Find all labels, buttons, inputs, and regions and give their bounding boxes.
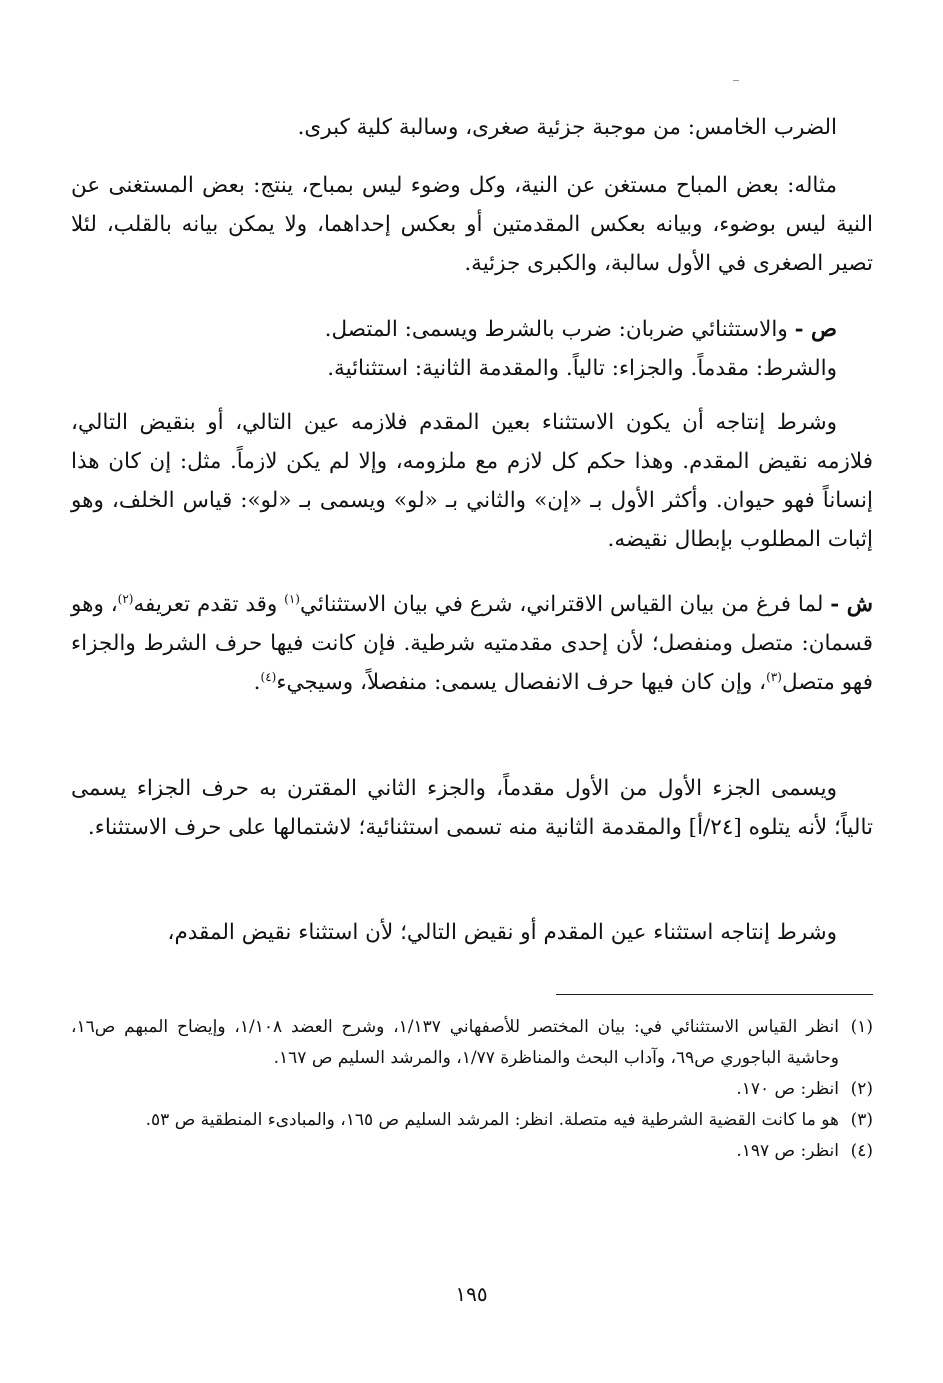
paragraph-text: . bbox=[253, 670, 261, 695]
paragraph-text: وشرط إنتاجه أن يكون الاستثناء بعين المقدم فلازمه عين التالي، أو بنقيض التالي، فلازمه نقيض المقدم. وهذا حكم كل لازم مع ملزومه، وإلا لم يكن لازماً. مثل: إن كان هذا إنساناً فهو حيوان. وأكثر الأول بـ «إن» والثاني بـ «لو» ويسمى بـ «لو»: قياس الخلف، وهو إثبات المطلوب بإبطال نقيضه. bbox=[71, 410, 873, 552]
matn-line-2 bbox=[71, 349, 873, 388]
paragraph-text: وقد تقدم تعريفه bbox=[133, 592, 285, 617]
footnote-text: انظر القياس الاستثنائي في: بيان المختصر للأصفهاني ١/١٣٧، وشرح العضد ١/١٠٨، وإيضاح المبهم ص١٦، وحاشية الباجوري ص٦٩، وآداب البحث والمناظرة ١/٧٧، والمرشد السليم ص ١٦٧. bbox=[71, 1017, 839, 1068]
footnote-text: انظر: ص ١٩٧. bbox=[736, 1141, 839, 1161]
page-number: ١٩٥ bbox=[455, 1282, 488, 1306]
footnote-ref[interactable]: (٣) bbox=[766, 669, 782, 684]
footnote-number: (٢) bbox=[850, 1079, 873, 1099]
paragraph-text: ، وإن كان فيها حرف الانفصال يسمى: منفصلاً، وسيجيء bbox=[276, 670, 767, 695]
footnote-text: انظر: ص ١٧٠. bbox=[736, 1079, 839, 1099]
footnote-ref[interactable]: (١) bbox=[284, 591, 300, 606]
paragraph-text: والشرط: مقدماً. والجزاء: تالياً. والمقدمة الثانية: استثنائية. bbox=[327, 356, 837, 381]
paragraph-example bbox=[71, 166, 873, 283]
footnotes bbox=[71, 1012, 873, 1167]
footnote-3 bbox=[71, 1105, 873, 1136]
paragraph-condition bbox=[71, 403, 873, 559]
paragraph-text: وشرط إنتاجه استثناء عين المقدم أو نقيض التالي؛ لأن استثناء نقيض المقدم، bbox=[167, 920, 837, 945]
footnote-text: هو ما كانت القضية الشرطية فيه متصلة. انظر: المرشد السليم ص ١٦٥، والمبادىء المنطقية ص ٥٣. bbox=[145, 1110, 839, 1130]
sharh-paragraph bbox=[71, 585, 873, 702]
paragraph-text: ويسمى الجزء الأول من الأول مقدماً، والجزء الثاني المقترن به حرف الجزاء يسمى تالياً؛ لأنه يتلوه [٢٤/أ] والمقدمة الثانية منه تسمى استثنائية؛ لاشتمالها على حرف الاستثناء. bbox=[71, 776, 873, 840]
matn-marker: ص - bbox=[794, 317, 837, 342]
footnote-separator bbox=[556, 994, 873, 995]
footnote-number: (١) bbox=[850, 1017, 873, 1037]
footnote-1 bbox=[71, 1012, 873, 1074]
footnote-number: (٣) bbox=[850, 1110, 873, 1130]
scan-mark bbox=[733, 80, 739, 81]
footnote-ref[interactable]: (٢) bbox=[117, 591, 134, 606]
paragraph-fifth-mood bbox=[71, 108, 873, 147]
footnote-4 bbox=[71, 1136, 873, 1167]
paragraph-naming bbox=[71, 769, 873, 847]
matn-paragraph bbox=[71, 310, 873, 388]
paragraph-production bbox=[71, 913, 873, 952]
footnote-2 bbox=[71, 1074, 873, 1105]
matn-line-1 bbox=[71, 310, 873, 349]
footnote-number: (٤) bbox=[850, 1141, 873, 1161]
paragraph-text: ، وهو قسمان: متصل ومنفصل؛ لأن إحدى مقدمتيه شرطية. فإن كانت فيها حرف الشرط والجزاء فهو متصل bbox=[71, 592, 873, 695]
paragraph-text: والاستثنائي ضربان: ضرب بالشرط ويسمى: المتصل. bbox=[324, 317, 788, 342]
paragraph-text: مثاله: بعض المباح مستغن عن النية، وكل وضوء ليس بمباح، ينتج: بعض المستغنى عن النية ليس بوضوء، وبيانه بعكس المقدمتين أو بعكس إحداهما، ولا يمكن بيانه بالقلب، لئلا تصير الصغرى في الأول سالبة، والكبرى جزئية. bbox=[71, 173, 873, 276]
paragraph-text: الضرب الخامس: من موجبة جزئية صغرى، وسالبة كلية كبرى. bbox=[297, 115, 837, 140]
paragraph-text: لما فرغ من بيان القياس الاقتراني، شرع في بيان الاستثنائي bbox=[299, 592, 824, 617]
footnote-ref[interactable]: (٤) bbox=[260, 669, 277, 684]
sharh-marker: ش - bbox=[830, 592, 874, 617]
